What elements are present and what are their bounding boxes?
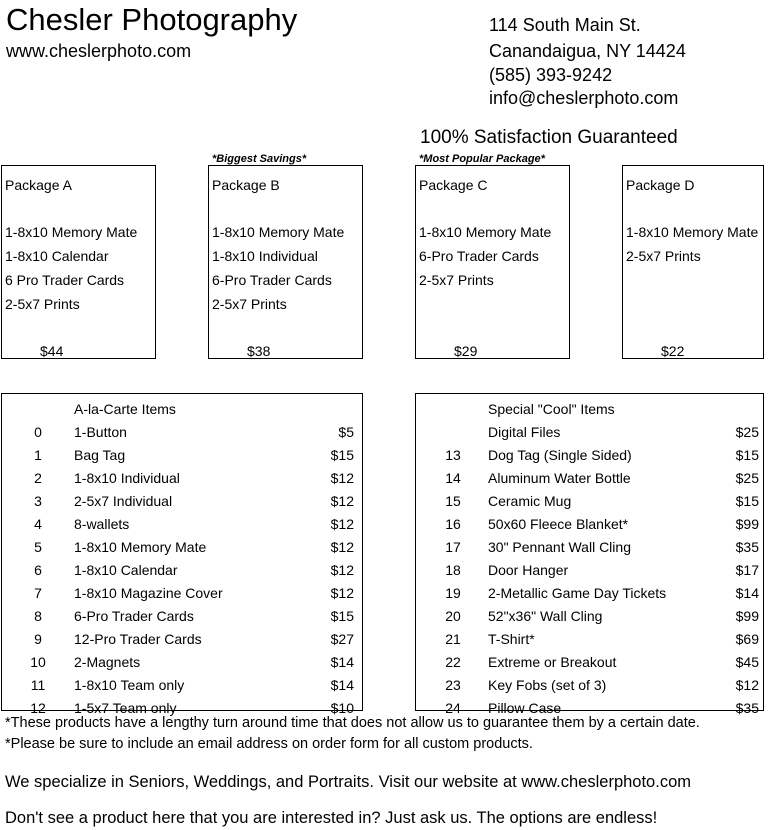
item-name: 1-8x10 Calendar [74,562,178,578]
item-name: Door Hanger [488,562,569,578]
item-price: $12 [735,677,759,693]
item-price: $69 [735,631,759,647]
item-price: $12 [330,539,354,555]
package-name: Package C [419,177,488,193]
item-price: $12 [330,562,354,578]
item-number: 13 [445,447,461,463]
item-name: 1-8x10 Memory Mate [74,539,207,555]
package-item: 1-8x10 Memory Mate [419,224,552,240]
email-address: info@cheslerphoto.com [489,88,679,108]
table-row [2,559,362,582]
item-name: Extreme or Breakout [488,654,617,670]
item-number: 7 [34,585,42,601]
item-number: 5 [34,539,42,555]
package-item: 1-8x10 Calendar [5,248,109,264]
item-number: 6 [34,562,42,578]
website-text: www.cheslerphoto.com [6,41,192,61]
package-d-card [622,165,764,359]
item-price: $15 [330,608,354,624]
package-item: 2-5x7 Prints [419,272,494,288]
table-row [416,421,763,444]
table-row [2,513,362,536]
item-name: 1-5x7 Team only [74,700,177,716]
item-price: $27 [330,631,354,647]
item-name: Digital Files [488,424,561,440]
item-name: 2-Metallic Game Day Tickets [488,585,667,601]
item-price: $17 [735,562,759,578]
item-name: 6-Pro Trader Cards [74,608,194,624]
item-number: 10 [30,654,46,670]
item-price: $12 [330,585,354,601]
table-row [2,490,362,513]
item-number: 17 [445,539,461,555]
item-price: $14 [735,585,759,601]
item-number: 23 [445,677,461,693]
item-price: $45 [735,654,759,670]
table-row [2,421,362,444]
table-row [416,674,763,697]
package-item: 6-Pro Trader Cards [212,272,332,288]
package-item: 2-5x7 Prints [212,296,287,312]
table-row [416,467,763,490]
table-row [2,582,362,605]
package-item: 2-5x7 Prints [626,248,701,264]
item-name: Dog Tag (Single Sided) [488,447,632,463]
email-note: *Please be sure to include an email address on order form for all custom products. [5,736,533,752]
item-price: $99 [735,608,759,624]
business-name: Chesler Photography [6,2,298,37]
table-row [2,674,362,697]
phone-number: (585) 393-9242 [489,65,613,85]
item-name: 50x60 Fleece Blanket* [488,516,629,532]
item-number: 21 [445,631,461,647]
item-price: $25 [735,470,759,486]
table-row [2,536,362,559]
item-name: Pillow Case [488,700,562,716]
item-number: 22 [445,654,461,670]
item-number: 16 [445,516,461,532]
item-number: 12 [30,700,46,716]
table-row [2,467,362,490]
item-number: 8 [34,608,42,624]
item-number: 1 [34,447,42,463]
item-number: 9 [34,631,42,647]
package-item: 1-8x10 Individual [212,248,318,264]
package-name: Package D [626,177,695,193]
package-price: $22 [661,343,685,359]
item-price: $15 [735,493,759,509]
item-name: 1-8x10 Individual [74,470,180,486]
item-name: 52"x36" Wall Cling [488,608,603,624]
item-number: 15 [445,493,461,509]
package-item: 1-8x10 Memory Mate [5,224,138,240]
item-name: 8-wallets [74,516,130,532]
item-price: $12 [330,470,354,486]
item-price: $25 [735,424,759,440]
item-price: $35 [735,700,759,716]
guarantee-text: 100% Satisfaction Guaranteed [420,127,678,148]
package-item: 6-Pro Trader Cards [419,248,539,264]
item-name: Key Fobs (set of 3) [488,677,607,693]
package-a-card [1,165,156,359]
item-number: 20 [445,608,461,624]
item-name: Bag Tag [74,447,126,463]
address-city: Canandaigua, NY 14424 [489,41,686,61]
item-name: 30" Pennant Wall Cling [488,539,631,555]
item-name: 1-8x10 Magazine Cover [74,585,223,601]
table-row [416,536,763,559]
item-number: 24 [445,700,461,716]
item-number: 11 [30,677,46,693]
item-name: 1-Button [74,424,127,440]
item-price: $12 [330,493,354,509]
table-row [416,444,763,467]
special-items-box [415,393,764,716]
package-price: $38 [247,343,271,359]
package-item: 1-8x10 Memory Mate [626,224,759,240]
table-row [416,628,763,651]
item-price: $14 [330,677,354,693]
item-price: $15 [330,447,354,463]
table-row [416,490,763,513]
special-heading: Special "Cool" Items [488,401,615,417]
package-price: $44 [40,343,64,359]
alacarte-heading: A-la-Carte Items [74,401,176,417]
item-price: $5 [338,424,354,440]
alacarte-box [1,393,363,716]
item-price: $15 [735,447,759,463]
item-name: T-Shirt* [488,631,535,647]
item-price: $12 [330,516,354,532]
package-name: Package A [5,177,72,193]
package-b-tag: *Biggest Savings* [212,153,307,165]
package-c-tag: *Most Popular Package* [419,153,545,165]
ask-text: Don't see a product here that you are interested in? Just ask us. The options are endless! [5,809,658,827]
package-c-card [415,165,570,359]
item-name: 1-8x10 Team only [74,677,185,693]
table-row [416,605,763,628]
package-name: Package B [212,177,280,193]
item-number: 14 [445,470,461,486]
turnaround-note: *These products have a lengthy turn around time that does not allow us to guarantee them by a certain date. [5,715,700,731]
item-number: 2 [34,470,42,486]
item-name: 12-Pro Trader Cards [74,631,202,647]
item-number: 19 [445,585,461,601]
package-price: $29 [454,343,478,359]
table-row [2,651,362,674]
table-row [416,651,763,674]
item-number: 18 [445,562,461,578]
package-item: 6 Pro Trader Cards [5,272,125,288]
item-price: $10 [330,700,354,716]
package-item: 1-8x10 Memory Mate [212,224,345,240]
item-name: 2-5x7 Individual [74,493,173,509]
table-row [2,444,362,467]
address-street: 114 South Main St. [489,15,641,35]
item-price: $14 [330,654,354,670]
item-number: 0 [34,424,42,440]
table-row [2,605,362,628]
table-row [416,559,763,582]
table-row [416,582,763,605]
item-name: 2-Magnets [74,654,141,670]
package-b-card [208,165,363,359]
item-price: $99 [735,516,759,532]
item-name: Aluminum Water Bottle [488,470,631,486]
item-name: Ceramic Mug [488,493,572,509]
item-number: 3 [34,493,42,509]
specialize-text: We specialize in Seniors, Weddings, and Portraits. Visit our website at www.cheslerphoto.com [5,773,691,791]
table-row [2,628,362,651]
item-number: 4 [34,516,42,532]
table-row [416,513,763,536]
package-item: 2-5x7 Prints [5,296,80,312]
item-price: $35 [735,539,759,555]
